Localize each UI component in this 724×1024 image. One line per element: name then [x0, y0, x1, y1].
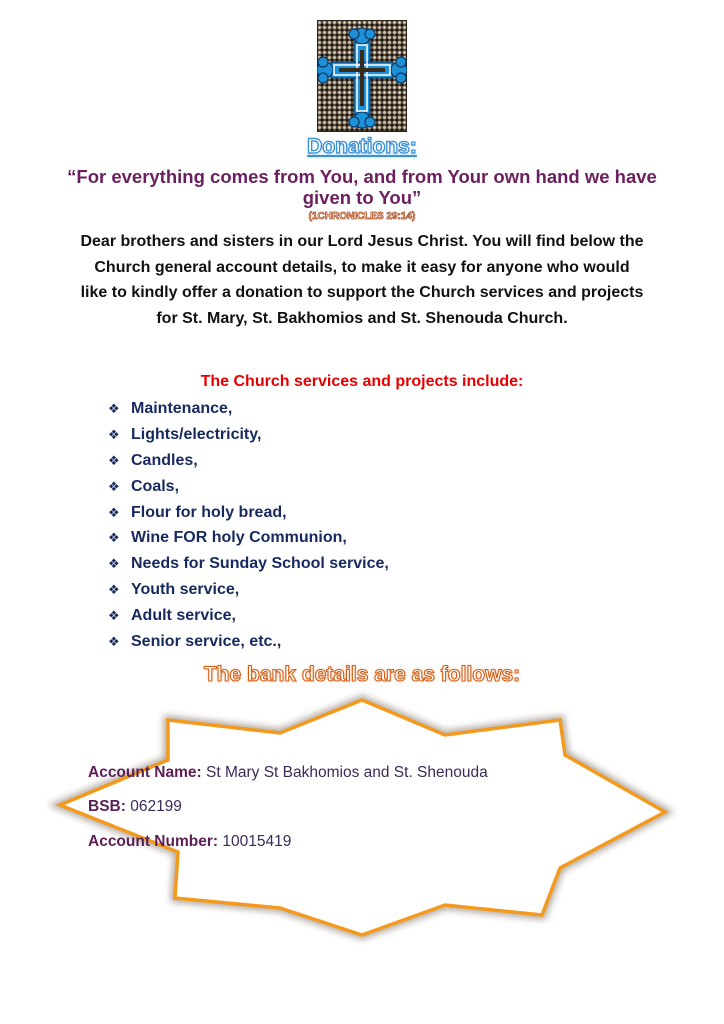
account-name-label: Account Name:: [88, 764, 202, 781]
bsb-label: BSB:: [88, 798, 126, 815]
list-item: ❖ Wine FOR holy Communion,: [108, 525, 389, 551]
list-item: ❖ Coals,: [108, 474, 389, 500]
bsb-row: [88, 798, 182, 816]
account-name-row: [88, 764, 488, 782]
diamond-bullet-icon: ❖: [108, 426, 120, 442]
account-number-value: 10015419: [222, 833, 292, 850]
diamond-bullet-icon: ❖: [108, 400, 120, 416]
diamond-bullet-icon: ❖: [108, 582, 120, 598]
diamond-bullet-icon: ❖: [108, 608, 120, 624]
list-item: ❖ Maintenance,: [108, 396, 389, 422]
bible-quote: “For everything comes from You, and from Your own hand we have given to You”: [67, 166, 657, 208]
list-item: ❖ Flour for holy bread,: [108, 500, 389, 526]
bible-reference: (1CHRONICLES 29:14): [308, 211, 416, 222]
list-item: ❖ Needs for Sunday School service,: [108, 551, 389, 577]
list-item: ❖ Adult service,: [108, 603, 389, 629]
list-item: ❖ Youth service,: [108, 577, 389, 603]
list-item: ❖ Lights/electricity,: [108, 422, 389, 448]
bsb-value: 062199: [130, 798, 182, 815]
account-number-label: Account Number:: [88, 833, 219, 850]
diamond-bullet-icon: ❖: [108, 478, 120, 494]
account-name-value: St Mary St Bakhomios and St. Shenouda: [206, 764, 488, 781]
list-item: ❖ Candles,: [108, 448, 389, 474]
list-item: ❖ Senior service, etc.,: [108, 629, 389, 655]
account-number-row: [88, 833, 291, 851]
diamond-bullet-icon: ❖: [108, 633, 120, 649]
intro-paragraph: Dear brothers and sisters in our Lord Jesus Christ. You will find below the Church general account details, to make it easy for anyone who would like to kindly offer a donation to support the Church services and projects for St. Mary, St. Bakhomios and St. Shenouda Church.: [80, 233, 644, 327]
diamond-bullet-icon: ❖: [108, 452, 120, 468]
diamond-bullet-icon: ❖: [108, 504, 120, 520]
bank-details-heading: The bank details are as follows:: [203, 663, 521, 686]
page-title: Donations:: [307, 135, 417, 158]
diamond-bullet-icon: ❖: [108, 530, 120, 546]
services-heading: The Church services and projects include:: [200, 373, 524, 390]
diamond-bullet-icon: ❖: [108, 556, 120, 572]
